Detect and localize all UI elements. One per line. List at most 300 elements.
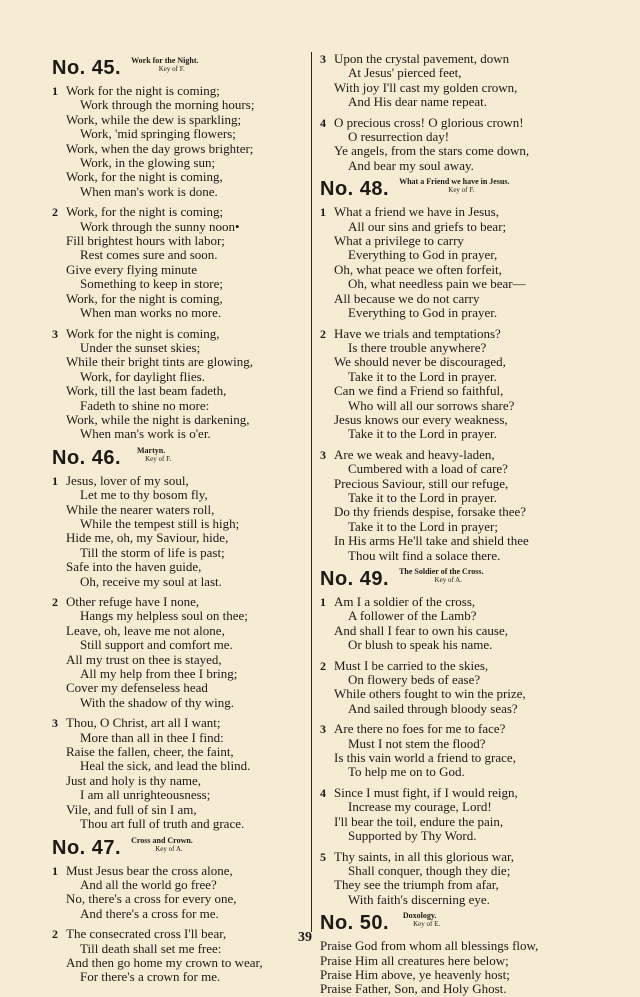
verse-line-text: Ye angels, from the stars come down,	[334, 143, 530, 159]
verse-line-text: I am all unrighteousness;	[80, 787, 211, 803]
hymn	[52, 832, 304, 985]
verse-line-text: Everything to God in prayer.	[348, 305, 498, 321]
verse-line	[320, 702, 582, 716]
verse-line-text: O resurrection day!	[348, 129, 450, 145]
verse-line	[320, 939, 582, 953]
verse-line	[320, 384, 582, 398]
verse-line-text: Must Jesus bear the cross alone,	[66, 862, 233, 878]
verse	[52, 84, 304, 199]
verse-line	[52, 234, 304, 248]
verse-line-text: And then go home my crown to wear,	[66, 954, 263, 970]
verse-line	[320, 609, 582, 623]
verse-line-text: Jesus knows our every weakness,	[334, 411, 508, 427]
verse-line	[52, 759, 304, 773]
verse-line-text: Everything to God in prayer,	[348, 247, 498, 263]
verse-line-text: Thou, O Christ, art all I want;	[66, 715, 221, 731]
verse-line	[320, 159, 582, 173]
verse-line	[320, 850, 582, 864]
verse-line-text: Work, for the night is coming;	[66, 204, 224, 220]
verse-line	[52, 907, 304, 921]
verse-line	[52, 156, 304, 170]
verse-line-text: Till death shall set me free:	[80, 940, 222, 956]
column-divider	[311, 52, 312, 932]
verse-line	[52, 355, 304, 369]
verse-line	[52, 220, 304, 234]
verse-line	[52, 638, 304, 652]
verse-line-text: Thou art full of truth and grace.	[80, 816, 245, 832]
verse-line	[320, 800, 582, 814]
verse-line	[320, 144, 582, 158]
verse-line	[320, 534, 582, 548]
verse-number: 3	[52, 326, 58, 341]
verse	[52, 205, 304, 320]
verse-line-text: Praise God from whom all blessings flow,	[320, 938, 539, 954]
hymn-tune: Doxology.	[402, 911, 437, 921]
hymn-key: Key of F.	[158, 65, 185, 73]
verse-line-text: Work, for the night is coming,	[66, 169, 223, 185]
verse-line	[52, 956, 304, 970]
verse-line-text: Work through the sunny noon•	[80, 218, 240, 234]
verse-line-text: With joy I'll cast my golden crown,	[334, 79, 518, 95]
verse-number: 3	[320, 447, 326, 462]
verse-line-text: Take it to the Lord in prayer.	[348, 368, 497, 384]
hymn-tune: Cross and Crown.	[131, 835, 193, 845]
verse	[320, 327, 582, 442]
verse-line-text: Hangs my helpless soul on thee;	[80, 608, 248, 624]
verse-line	[320, 505, 582, 519]
verse-line-text: Work, for the night is coming,	[66, 290, 223, 306]
verse-line	[320, 786, 582, 800]
verse-line-text: The consecrated cross I'll bear,	[66, 926, 227, 942]
verse-line-text: Work for the night is coming,	[66, 325, 220, 341]
verse-line-text: Supported by Thy Word.	[348, 828, 477, 844]
verse-line-text: While the nearer waters roll,	[66, 501, 215, 517]
verse-line	[320, 462, 582, 476]
verse-line-text: Fadeth to shine no more:	[80, 397, 210, 413]
verse-line-text: And all the world go free?	[80, 876, 217, 892]
verse-number: 3	[52, 716, 58, 731]
verse-line-text: For there's a crown for me.	[80, 969, 221, 985]
verse-line	[52, 185, 304, 199]
verse-line-text: I'll bear the toil, endure the pain,	[334, 813, 504, 829]
verse-number: 1	[52, 473, 58, 488]
verse-line-text: Have we trials and temptations?	[334, 325, 501, 341]
verse-line-text: Work, when the day grows brighter;	[66, 140, 254, 156]
verse-line	[52, 788, 304, 802]
verse-line-text: Leave, oh, leave me not alone,	[66, 622, 225, 638]
verse-line	[320, 765, 582, 779]
verse-line	[320, 277, 582, 291]
verse-line	[52, 774, 304, 788]
verse-line	[320, 722, 582, 736]
verse-line-text: Shall conquer, though they die;	[348, 862, 511, 878]
verse-line-text: Must I be carried to the skies,	[334, 657, 489, 673]
verse-line-text: Raise the fallen, cheer, the faint,	[66, 744, 234, 760]
verse-line	[320, 370, 582, 384]
verse-line-text: Under the sunset skies;	[80, 339, 201, 355]
verse-line	[320, 893, 582, 907]
verse-line	[320, 448, 582, 462]
verse-line	[52, 517, 304, 531]
verse-line-text: With the shadow of thy wing.	[80, 694, 235, 710]
verse-line-text: They see the triumph from afar,	[334, 877, 499, 893]
verse-line-text: Jesus, lover of my soul,	[66, 472, 189, 488]
verse-line-text: When man works no more.	[80, 305, 222, 321]
verse-line-text: On flowery beds of ease?	[348, 672, 481, 688]
verse-line	[320, 829, 582, 843]
hymn-key: Key of E.	[413, 920, 441, 929]
verse-line-text: Are we weak and heavy-laden,	[334, 446, 495, 462]
verse-line	[52, 474, 304, 488]
hymn	[320, 173, 582, 563]
verse-line	[320, 327, 582, 341]
verse-line-text: What a privilege to carry	[334, 233, 464, 249]
verse-line	[52, 98, 304, 112]
verse-line-text: Oh, what needless pain we bear—	[348, 276, 526, 292]
verse-line-text: Cover my defenseless head	[66, 680, 208, 696]
hymn-key: Key of A.	[155, 844, 183, 853]
verse-line-text: Work through the morning hours;	[80, 97, 255, 113]
verse-line	[52, 624, 304, 638]
verse-line-text: Upon the crystal pavement, down	[334, 51, 510, 66]
verse-line-text: Let me to thy bosom fly,	[80, 487, 208, 503]
verse-line	[320, 638, 582, 652]
verse-line-text: All because we do not carry	[334, 290, 480, 306]
verse-line-text: Praise Father, Son, and Holy Ghost.	[320, 981, 507, 997]
verse-line-text: Who will all our sorrows share?	[348, 397, 515, 413]
hymn-header	[320, 563, 582, 589]
hymn-tune: The Soldier of the Cross.	[399, 567, 484, 576]
verse	[52, 327, 304, 442]
verse-line-text: Give every flying minute	[66, 261, 198, 277]
verse	[52, 595, 304, 710]
verse-line-text: With faith's discerning eye.	[348, 891, 490, 907]
verse-line-text: O precious cross! O glorious crown!	[334, 114, 524, 130]
verse-line	[320, 399, 582, 413]
verse-line	[320, 624, 582, 638]
verse-line	[320, 220, 582, 234]
verse-line-text: All our sins and griefs to bear;	[348, 218, 507, 234]
verse-line-text: Work, till the last beam fadeth,	[66, 383, 227, 399]
verse-line-text: Take it to the Lord in prayer.	[348, 489, 497, 505]
verse-line-text: Work, 'mid springing flowers;	[80, 126, 236, 142]
verse-line	[320, 491, 582, 505]
verse-line-text: Cumbered with a load of care?	[348, 461, 508, 477]
verse-line	[52, 892, 304, 906]
verse-number: 2	[52, 927, 58, 942]
verse-line	[52, 864, 304, 878]
verse-line	[52, 595, 304, 609]
verse-line	[52, 878, 304, 892]
verse-line	[52, 427, 304, 441]
verse-line-text: Are there no foes for me to face?	[334, 721, 506, 737]
verse-line	[320, 751, 582, 765]
verse-line-text: Since I must fight, if I would reign,	[334, 784, 518, 800]
verse-line	[52, 609, 304, 623]
verse-line-text: Take it to the Lord in prayer.	[348, 426, 497, 442]
verse-line	[52, 531, 304, 545]
verse-line-text: And His dear name repeat.	[348, 94, 487, 110]
verse-number: 5	[320, 849, 326, 864]
verse	[52, 716, 304, 831]
verse-line	[52, 84, 304, 98]
verse-line-text: Praise Him all creatures here below;	[320, 952, 509, 968]
verse-line-text: Must I not stem the flood?	[348, 735, 486, 751]
verse-line	[320, 427, 582, 441]
hymn-header	[52, 832, 304, 858]
verse-line	[52, 170, 304, 184]
verse-line-text: Do thy friends despise, forsake thee?	[334, 504, 527, 520]
verse-line	[52, 248, 304, 262]
verse	[320, 595, 582, 653]
verse-line	[52, 696, 304, 710]
verse-line	[52, 745, 304, 759]
verse-line	[52, 127, 304, 141]
verse-line-text: Is there trouble anywhere?	[348, 339, 487, 355]
verse-line	[320, 116, 582, 130]
hymn	[52, 442, 304, 832]
verse-line-text: We should never be discouraged,	[334, 354, 506, 370]
verse-line	[320, 306, 582, 320]
verse	[52, 864, 304, 922]
hymn-key: Key of F.	[145, 454, 172, 463]
verse-line	[320, 687, 582, 701]
verse-line	[320, 341, 582, 355]
verse-line	[320, 673, 582, 687]
verse-line	[52, 205, 304, 219]
verse-line-text: Thy saints, in all this glorious war,	[334, 848, 515, 864]
verse-line-text: What a friend we have in Jesus,	[334, 204, 499, 220]
verse-line	[320, 815, 582, 829]
verse	[320, 786, 582, 844]
hymn-meta	[131, 836, 193, 854]
hymn-number: No. 45.	[52, 57, 122, 79]
verse-line	[52, 292, 304, 306]
verse-line-text: When man's work is done.	[80, 183, 218, 199]
hymn-number: No. 46.	[52, 446, 122, 469]
verse	[320, 939, 582, 997]
verse	[320, 116, 582, 174]
verse-line-text: Oh, what peace we often forfeit,	[334, 261, 502, 277]
verse-line-text: And bear my soul away.	[348, 157, 474, 173]
hymn-tune: Work for the Night.	[131, 56, 199, 65]
verse-line	[52, 817, 304, 831]
verse-line-text: All my help from thee I bring;	[80, 666, 238, 682]
left-column	[52, 52, 304, 985]
verse	[320, 659, 582, 717]
hymn-key: Key of A.	[434, 576, 462, 584]
verse-line-text: Work for the night is coming;	[66, 83, 220, 98]
verse-line-text: Praise Him above, ye heavenly host;	[320, 966, 510, 982]
verse-line-text: And there's a cross for me.	[80, 905, 219, 921]
verse-line	[320, 878, 582, 892]
verse-line-text: No, there's a cross for every one,	[66, 891, 237, 907]
verse-line	[320, 659, 582, 673]
verse-line	[320, 248, 582, 262]
verse-line-text: Am I a soldier of the cross,	[334, 594, 476, 609]
verse-line	[320, 954, 582, 968]
verse-line	[320, 737, 582, 751]
verse-line	[52, 277, 304, 291]
verse-line-text: To help me on to God.	[348, 764, 465, 780]
verse-line	[52, 942, 304, 956]
verse-line-text: Work, for daylight flies.	[80, 368, 205, 384]
verse-line	[52, 803, 304, 817]
verse-line	[320, 549, 582, 563]
verse-number: 1	[52, 863, 58, 878]
verse-line-text: Safe into the haven guide,	[66, 559, 202, 575]
right-column	[320, 52, 582, 997]
verse-line	[52, 263, 304, 277]
verse-number: 1	[320, 205, 326, 220]
verse-line	[320, 52, 582, 66]
verse	[320, 850, 582, 908]
verse-line	[320, 520, 582, 534]
verse-line-text: Something to keep in store;	[80, 276, 223, 292]
verse-line-text: Hide me, oh, my Saviour, hide,	[66, 530, 229, 546]
hymn-number: No. 49.	[320, 568, 390, 590]
verse-line	[320, 292, 582, 306]
verse-line-text: Fill brightest hours with labor;	[66, 233, 225, 249]
hymn-key: Key of F.	[448, 186, 475, 195]
hymn-header	[320, 173, 582, 199]
verse-line-text: Work, while the dew is sparkling;	[66, 111, 242, 127]
verse-number: 4	[320, 785, 326, 800]
verse-line	[320, 982, 582, 996]
verse-line	[52, 399, 304, 413]
verse-number: 3	[320, 52, 326, 66]
verse-number: 1	[320, 595, 326, 609]
verse-line-text: Increase my courage, Lord!	[348, 799, 492, 815]
verse-line-text: All my trust on thee is stayed,	[66, 651, 222, 667]
verse-line	[320, 477, 582, 491]
verse-line	[52, 653, 304, 667]
hymn-meta	[131, 56, 198, 74]
hymn-header	[52, 52, 304, 78]
verse-line-text: A follower of the Lamb?	[348, 608, 477, 624]
verse-line	[320, 355, 582, 369]
verse-line	[52, 384, 304, 398]
hymn-meta	[399, 911, 440, 929]
verse-line-text: Work, in the glowing sun;	[80, 155, 216, 171]
verse-line	[320, 95, 582, 109]
hymn-tune: What a Friend we have in Jesus.	[399, 177, 510, 187]
verse-line-text: While their bright tints are glowing,	[66, 354, 254, 370]
verse-line	[320, 413, 582, 427]
verse-number: 2	[52, 205, 58, 220]
verse-line-text: When man's work is o'er.	[80, 426, 211, 442]
verse-line	[320, 263, 582, 277]
verse-line-text: At Jesus' pierced feet,	[348, 65, 462, 81]
verse-line-text: Work, while the night is darkening,	[66, 411, 250, 427]
hymn-tune: Martyn.	[137, 445, 166, 455]
verse-line-text: Is this vain world a friend to grace,	[334, 750, 516, 766]
verse-line-text: And shall I fear to own his cause,	[334, 622, 509, 638]
verse-line	[52, 142, 304, 156]
verse	[320, 205, 582, 320]
verse-line-text: More than all in thee I find:	[80, 729, 224, 745]
verse-number: 1	[52, 84, 58, 98]
verse-line-text: While others fought to win the prize,	[334, 686, 526, 702]
hymn-meta	[399, 177, 509, 195]
verse-line-text: Still support and comfort me.	[80, 637, 233, 653]
verse-line-text: Oh, receive my soul at last.	[80, 573, 222, 589]
verse-line	[52, 927, 304, 941]
page-number: 39	[298, 930, 312, 945]
verse-line-text: Can we find a Friend so faithful,	[334, 383, 504, 399]
verse-number: 2	[320, 658, 326, 673]
verse-line	[52, 113, 304, 127]
verse-line-text: Rest comes sure and soon.	[80, 247, 218, 263]
verse-line-text: Heal the sick, and lead the blind.	[80, 758, 251, 774]
verse-line-text: In His arms He'll take and shield thee	[334, 533, 529, 549]
verse-line	[52, 306, 304, 320]
verse	[52, 927, 304, 985]
verse-line	[320, 130, 582, 144]
verse-line	[52, 575, 304, 589]
hymn-number: No. 47.	[52, 836, 122, 859]
verse-line	[52, 546, 304, 560]
verse-number: 2	[52, 595, 58, 609]
hymn-header	[52, 442, 304, 468]
verse-line	[320, 66, 582, 80]
verse-line	[52, 560, 304, 574]
verse-line-text: Vile, and full of sin I am,	[66, 801, 197, 817]
hymn	[320, 52, 582, 173]
verse-line-text: Take it to the Lord in prayer;	[348, 518, 498, 534]
verse-line	[52, 716, 304, 730]
verse-line-text: Or blush to speak his name.	[348, 637, 493, 653]
verse	[320, 52, 582, 110]
verse-line-text: Just and holy is thy name,	[66, 772, 202, 788]
verse-line	[52, 341, 304, 355]
verse-line	[52, 681, 304, 695]
verse-line-text: While the tempest still is high;	[80, 515, 240, 531]
hymn	[52, 52, 304, 442]
verse	[320, 448, 582, 563]
verse-line	[52, 413, 304, 427]
verse-line	[52, 970, 304, 984]
hymn-number: No. 50.	[320, 912, 390, 935]
verse-line	[52, 667, 304, 681]
verse-line	[52, 370, 304, 384]
verse-line-text: Till the storm of life is past;	[80, 544, 225, 560]
verse-line-text: Other refuge have I none,	[66, 594, 200, 609]
hymn	[320, 907, 582, 997]
hymn-number: No. 48.	[320, 178, 390, 201]
verse-line	[320, 234, 582, 248]
verse-line	[52, 731, 304, 745]
verse-line	[52, 503, 304, 517]
hymn-meta	[399, 567, 483, 585]
verse-number: 2	[320, 326, 326, 341]
verse-line	[320, 595, 582, 609]
verse	[52, 474, 304, 589]
verse-line	[320, 968, 582, 982]
verse-line	[320, 205, 582, 219]
verse-number: 4	[320, 115, 326, 130]
verse-number: 3	[320, 722, 326, 737]
verse-line	[52, 327, 304, 341]
verse-line-text: And sailed through bloody seas?	[348, 700, 518, 716]
hymn-meta	[131, 446, 171, 464]
verse	[320, 722, 582, 780]
verse-line-text: Thou wilt find a solace there.	[348, 547, 501, 563]
verse-line	[52, 488, 304, 502]
verse-line	[320, 81, 582, 95]
verse-line	[320, 864, 582, 878]
hymn-header	[320, 907, 582, 933]
